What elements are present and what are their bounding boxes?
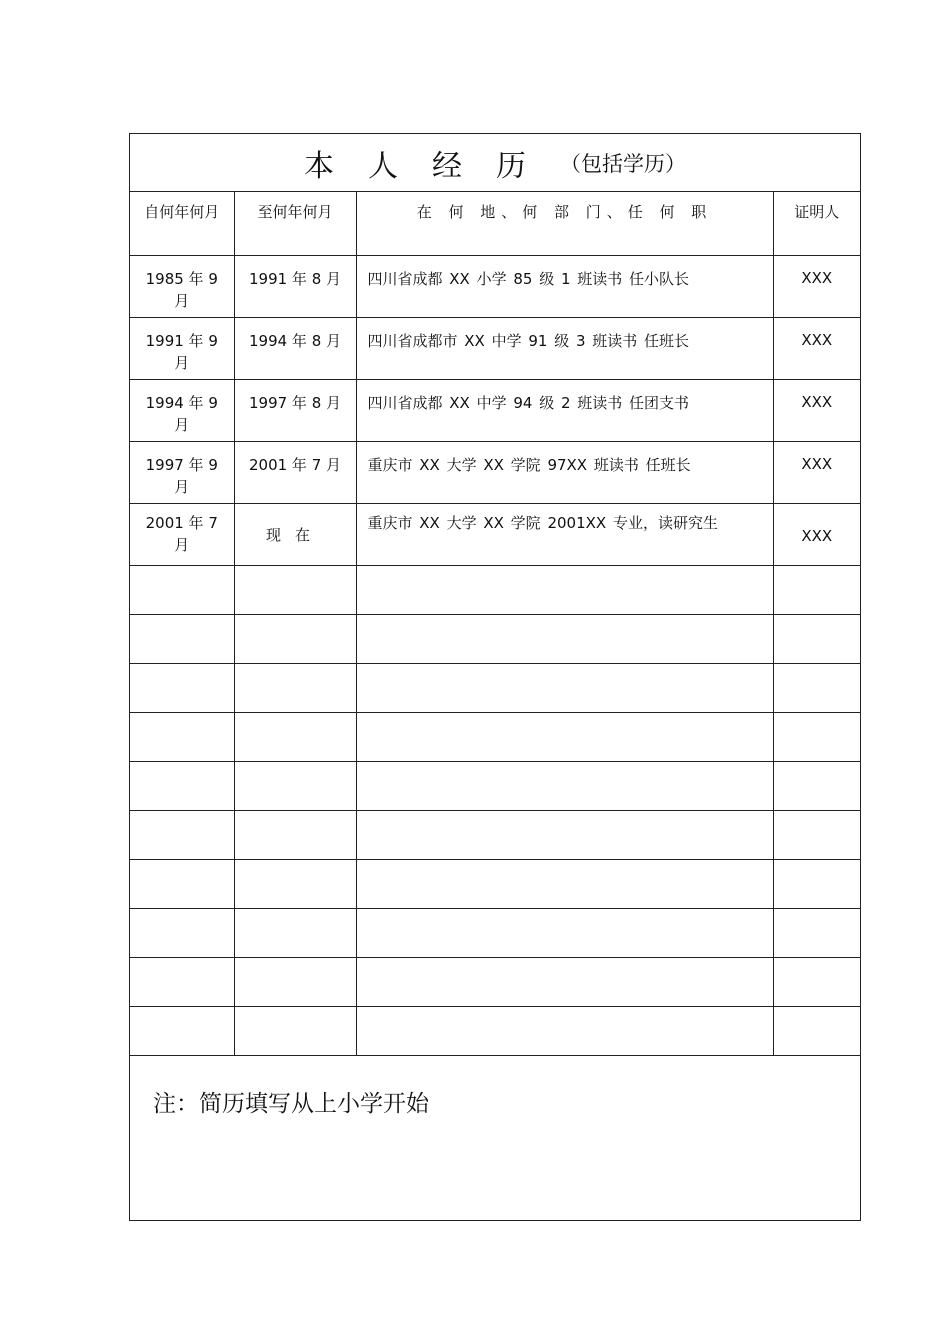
cell-witness-blank <box>773 614 860 663</box>
cell-to-blank <box>234 712 356 761</box>
cell-where-blank <box>356 908 773 957</box>
cell-witness-blank <box>773 908 860 957</box>
cell-where: 四川省成都 XX 小学 85 级 1 班读书 任小队长 <box>356 255 773 317</box>
blank-table-row <box>130 712 860 761</box>
cell-to-blank <box>234 663 356 712</box>
header-where: 在 何 地、何 部 门、任 何 职 <box>356 192 773 255</box>
cell-to-blank <box>234 761 356 810</box>
cell-witness-blank <box>773 810 860 859</box>
cell-from-blank <box>130 1006 234 1055</box>
cell-where-blank <box>356 565 773 614</box>
resume-experience-form <box>129 133 861 1221</box>
blank-table-row <box>130 810 860 859</box>
cell-from-blank <box>130 859 234 908</box>
blank-table-row <box>130 957 860 1006</box>
cell-where-blank <box>356 712 773 761</box>
cell-where-blank <box>356 859 773 908</box>
cell-to-blank <box>234 859 356 908</box>
note-text: 注：简历填写从上小学开始 <box>130 1055 860 1221</box>
cell-witness: XXX <box>773 317 860 379</box>
cell-where: 四川省成都市 XX 中学 91 级 3 班读书 任班长 <box>356 317 773 379</box>
cell-witness-blank <box>773 761 860 810</box>
cell-witness-blank <box>773 957 860 1006</box>
cell-from-blank <box>130 908 234 957</box>
experience-table <box>130 192 860 1221</box>
cell-where-blank <box>356 957 773 1006</box>
cell-witness: XXX <box>773 441 860 503</box>
cell-from: 2001 年 7 月 <box>130 503 234 565</box>
cell-from-blank <box>130 761 234 810</box>
cell-where-blank <box>356 761 773 810</box>
cell-witness-blank <box>773 565 860 614</box>
table-row <box>130 503 860 565</box>
blank-table-row <box>130 565 860 614</box>
blank-table-row <box>130 663 860 712</box>
cell-witness-blank <box>773 712 860 761</box>
form-title-sub: （包括学历） <box>560 151 686 176</box>
cell-witness: XXX <box>773 379 860 441</box>
cell-where-blank <box>356 1006 773 1055</box>
cell-where-blank <box>356 614 773 663</box>
header-from: 自何年何月 <box>130 192 234 255</box>
cell-where-blank <box>356 810 773 859</box>
header-to: 至何年何月 <box>234 192 356 255</box>
cell-to-blank <box>234 614 356 663</box>
note-row <box>130 1055 860 1221</box>
table-row <box>130 317 860 379</box>
blank-table-row <box>130 1006 860 1055</box>
cell-from-blank <box>130 957 234 1006</box>
cell-to-blank <box>234 1006 356 1055</box>
blank-table-row <box>130 859 860 908</box>
cell-from: 1994 年 9 月 <box>130 379 234 441</box>
cell-from: 1985 年 9 月 <box>130 255 234 317</box>
blank-table-row <box>130 761 860 810</box>
cell-witness: XXX <box>773 503 860 565</box>
cell-to-blank <box>234 908 356 957</box>
cell-witness: XXX <box>773 255 860 317</box>
cell-where-blank <box>356 663 773 712</box>
table-header-row <box>130 192 860 255</box>
table-row <box>130 441 860 503</box>
cell-where: 四川省成都 XX 中学 94 级 2 班读书 任团支书 <box>356 379 773 441</box>
cell-from-blank <box>130 810 234 859</box>
cell-witness-blank <box>773 859 860 908</box>
cell-witness-blank <box>773 1006 860 1055</box>
cell-to-blank <box>234 565 356 614</box>
cell-to: 2001 年 7 月 <box>234 441 356 503</box>
form-title <box>130 134 860 192</box>
cell-where: 重庆市 XX 大学 XX 学院 97XX 班读书 任班长 <box>356 441 773 503</box>
blank-table-row <box>130 614 860 663</box>
cell-to: 1994 年 8 月 <box>234 317 356 379</box>
blank-table-row <box>130 908 860 957</box>
cell-from-blank <box>130 712 234 761</box>
cell-from-blank <box>130 614 234 663</box>
cell-to-blank <box>234 810 356 859</box>
cell-to: 现在 <box>234 503 356 565</box>
cell-from-blank <box>130 565 234 614</box>
cell-from: 1991 年 9 月 <box>130 317 234 379</box>
cell-witness-blank <box>773 663 860 712</box>
cell-to: 1991 年 8 月 <box>234 255 356 317</box>
cell-to-blank <box>234 957 356 1006</box>
header-witness: 证明人 <box>773 192 860 255</box>
cell-to: 1997 年 8 月 <box>234 379 356 441</box>
cell-from: 1997 年 9 月 <box>130 441 234 503</box>
table-row <box>130 255 860 317</box>
form-title-main: 本人经历 <box>304 148 560 184</box>
table-row <box>130 379 860 441</box>
cell-from-blank <box>130 663 234 712</box>
cell-where: 重庆市 XX 大学 XX 学院 2001XX 专业，读研究生 <box>356 503 773 565</box>
